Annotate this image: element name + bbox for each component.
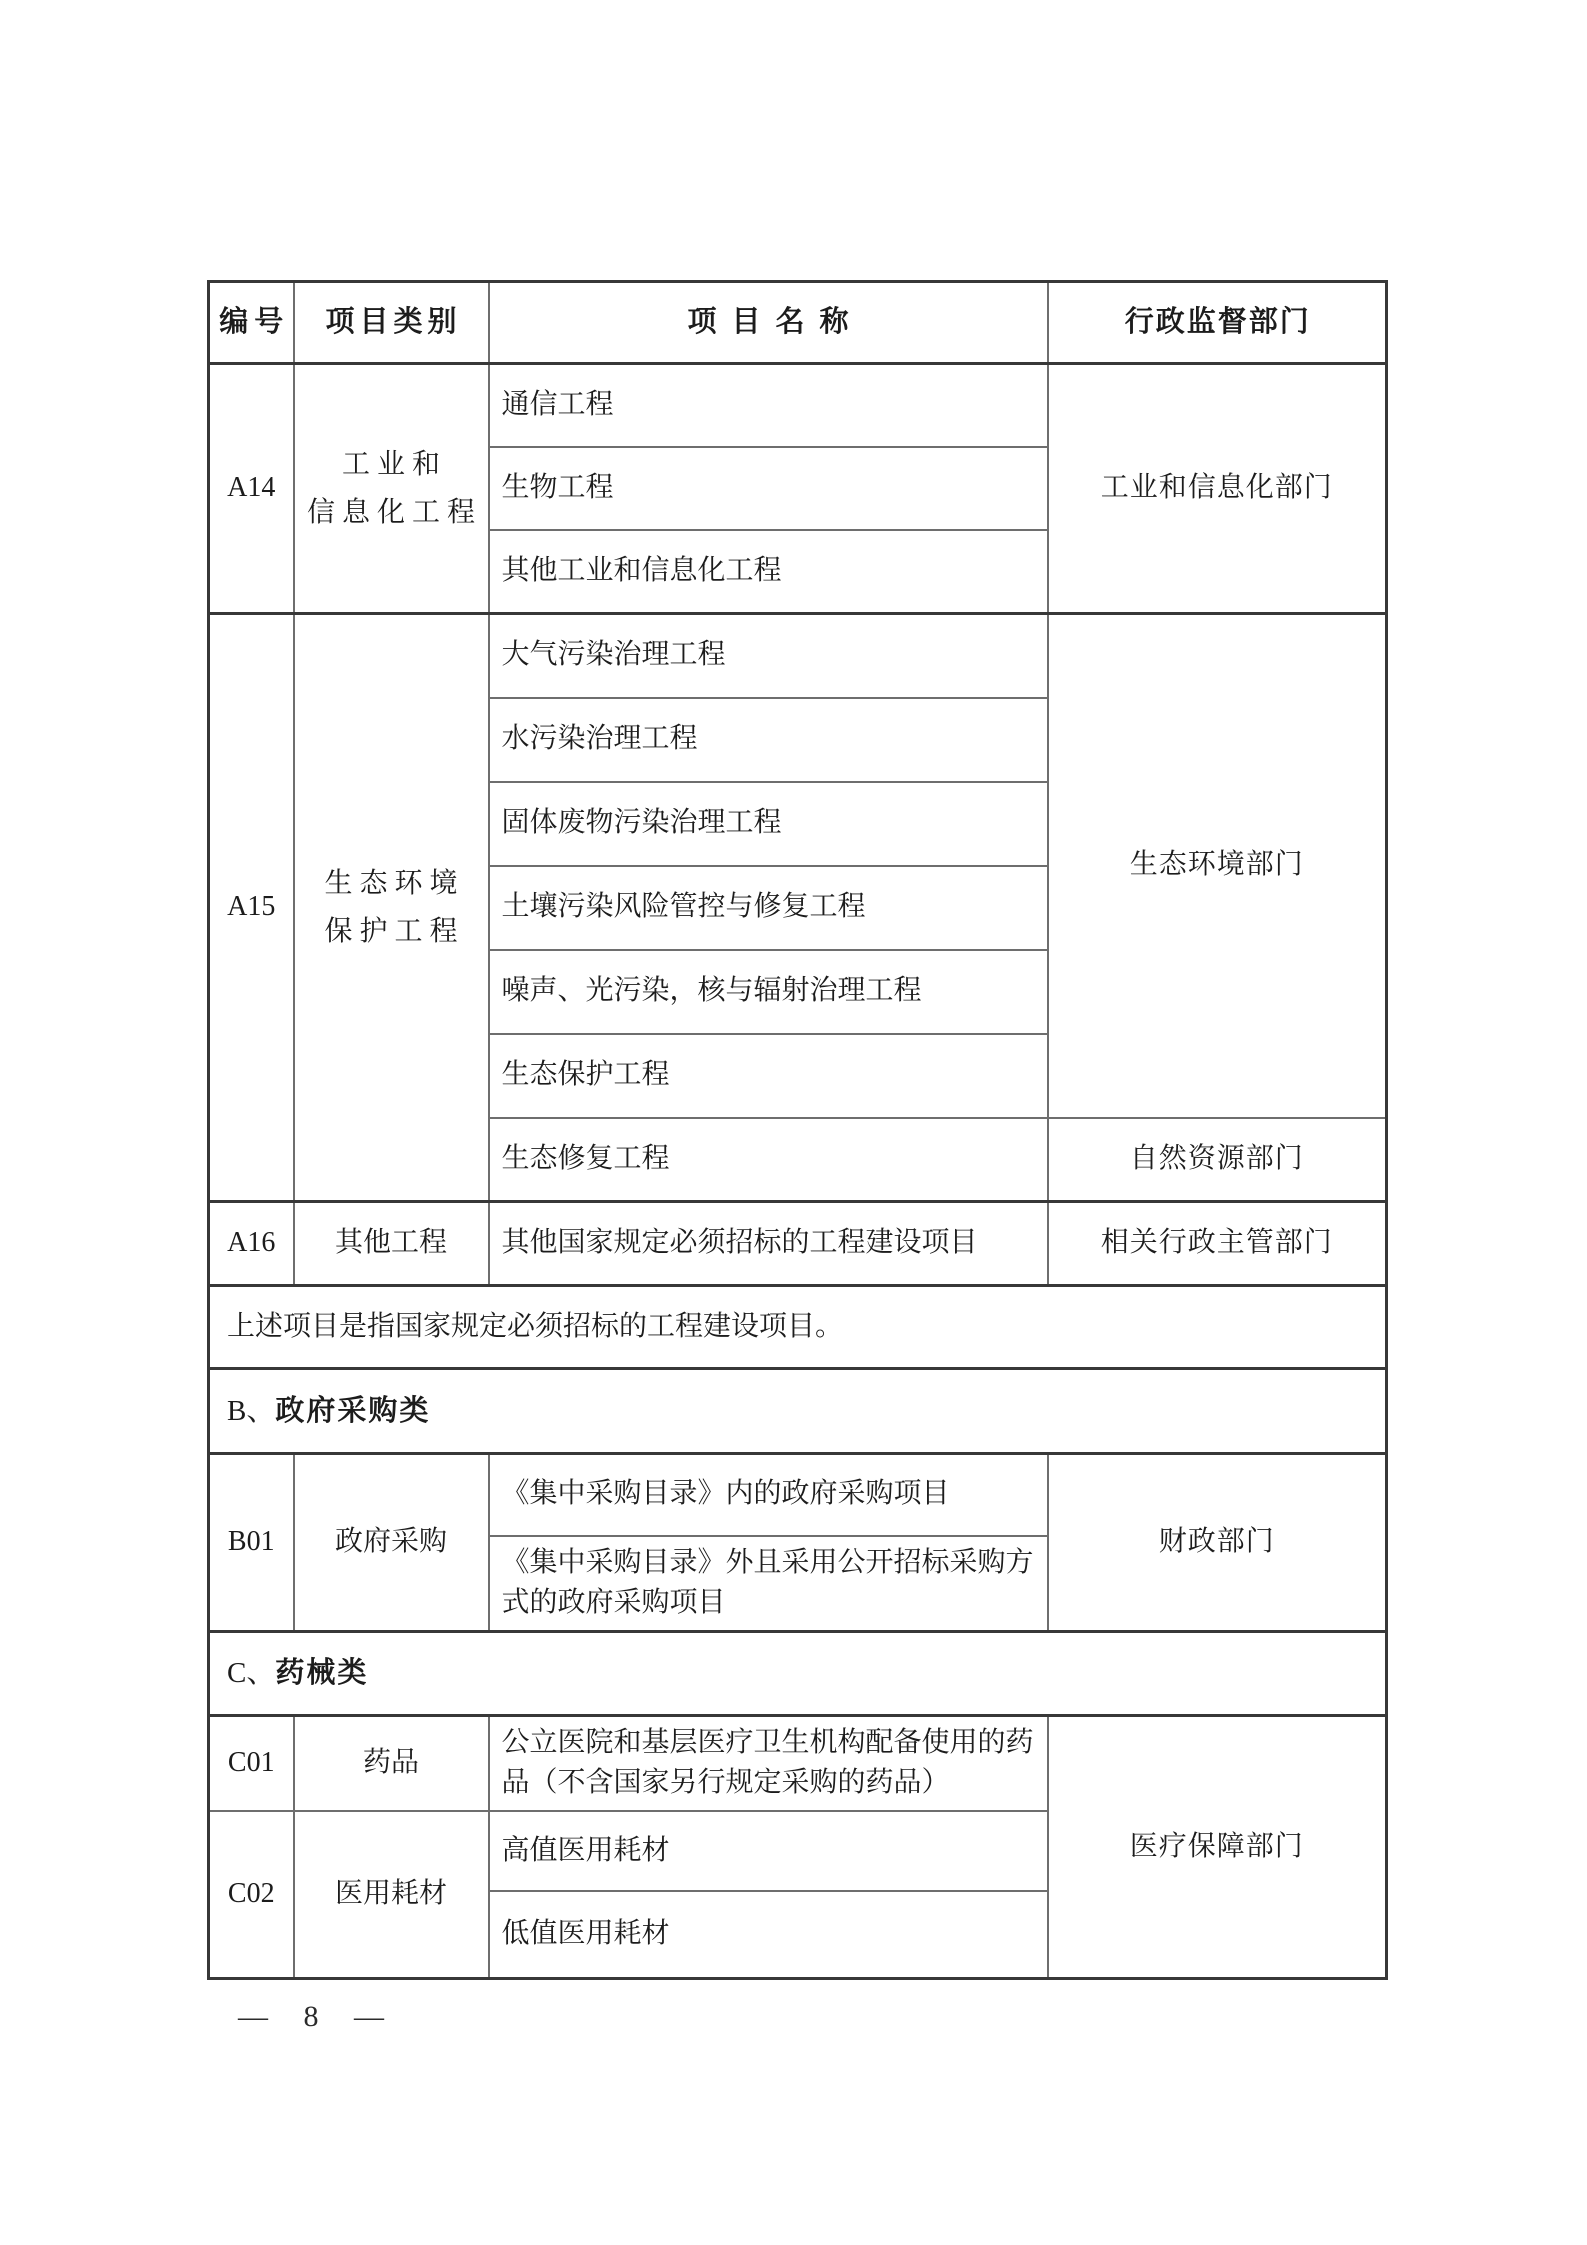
cell-c02-code: C02 xyxy=(209,1811,294,1979)
section-b-label: 政府采购类 xyxy=(275,1394,431,1427)
page-number: — 8 — xyxy=(238,2000,386,2033)
table-note-row xyxy=(209,1286,1387,1369)
table-row xyxy=(209,1454,1387,1536)
section-header-c-row xyxy=(209,1631,1387,1715)
procurement-catalog-table xyxy=(207,280,1388,1980)
cell-c01-code: C01 xyxy=(209,1715,294,1811)
column-header-project-name: 项目名称 xyxy=(489,282,1048,364)
table-row xyxy=(209,364,1387,447)
cell-a15-project-5: 噪声、光污染，核与辐射治理工程 xyxy=(489,950,1048,1034)
cell-a16-category: 其他工程 xyxy=(294,1202,489,1286)
cell-c01-project-1: 公立医院和基层医疗卫生机构配备使用的药品（不含国家另行规定采购的药品） xyxy=(489,1715,1048,1811)
cell-a15-project-3: 固体废物污染治理工程 xyxy=(489,782,1048,866)
cell-a14-code: A14 xyxy=(209,364,294,614)
column-header-code: 编号 xyxy=(209,282,294,364)
table-row xyxy=(209,1715,1387,1811)
section-c-prefix: C、 xyxy=(227,1656,276,1689)
table-row xyxy=(209,614,1387,698)
table-note: 上述项目是指国家规定必须招标的工程建设项目。 xyxy=(209,1286,1387,1369)
cell-a14-dept: 工业和信息化部门 xyxy=(1048,364,1387,614)
category-line: 工业和 xyxy=(341,448,447,480)
cell-a14-project-3: 其他工业和信息化工程 xyxy=(489,530,1048,614)
cell-c01-category: 药品 xyxy=(294,1715,489,1811)
cell-a15-code: A15 xyxy=(209,614,294,1202)
cell-b01-dept: 财政部门 xyxy=(1048,1454,1387,1632)
cell-a14-project-1: 通信工程 xyxy=(489,364,1048,447)
section-header-b xyxy=(209,1369,1387,1454)
cell-a15-category xyxy=(294,614,489,1202)
cell-b01-code: B01 xyxy=(209,1454,294,1632)
table-row xyxy=(209,1202,1387,1286)
category-line: 信息化工程 xyxy=(306,496,482,528)
cell-b01-project-1: 《集中采购目录》内的政府采购项目 xyxy=(489,1454,1048,1536)
cell-a15-dept-main: 生态环境部门 xyxy=(1048,614,1387,1118)
cell-a15-project-1: 大气污染治理工程 xyxy=(489,614,1048,698)
cell-a15-dept-last: 自然资源部门 xyxy=(1048,1118,1387,1202)
cell-a16-dept: 相关行政主管部门 xyxy=(1048,1202,1387,1286)
section-b-prefix: B、 xyxy=(227,1394,276,1427)
cell-c-dept: 医疗保障部门 xyxy=(1048,1715,1387,1979)
cell-c02-project-2: 低值医用耗材 xyxy=(489,1891,1048,1979)
cell-a15-project-4: 土壤污染风险管控与修复工程 xyxy=(489,866,1048,950)
cell-b01-project-2: 《集中采购目录》外且采用公开招标采购方式的政府采购项目 xyxy=(489,1536,1048,1632)
column-header-category: 项目类别 xyxy=(294,282,489,364)
cell-a16-project-1: 其他国家规定必须招标的工程建设项目 xyxy=(489,1202,1048,1286)
table-header-row xyxy=(209,282,1387,364)
section-header-b-row xyxy=(209,1369,1387,1454)
cell-c02-project-1: 高值医用耗材 xyxy=(489,1811,1048,1891)
cell-b01-category: 政府采购 xyxy=(294,1454,489,1632)
cell-c02-category: 医用耗材 xyxy=(294,1811,489,1979)
cell-a15-project-7: 生态修复工程 xyxy=(489,1118,1048,1202)
cell-a14-category xyxy=(294,364,489,614)
cell-a16-code: A16 xyxy=(209,1202,294,1286)
section-c-label: 药械类 xyxy=(275,1656,369,1689)
category-line: 保护工程 xyxy=(324,915,465,947)
cell-a15-project-2: 水污染治理工程 xyxy=(489,698,1048,782)
category-line: 生态环境 xyxy=(324,867,465,899)
section-header-c xyxy=(209,1631,1387,1715)
cell-a14-project-2: 生物工程 xyxy=(489,447,1048,530)
column-header-supervising-dept: 行政监督部门 xyxy=(1048,282,1387,364)
cell-a15-project-6: 生态保护工程 xyxy=(489,1034,1048,1118)
